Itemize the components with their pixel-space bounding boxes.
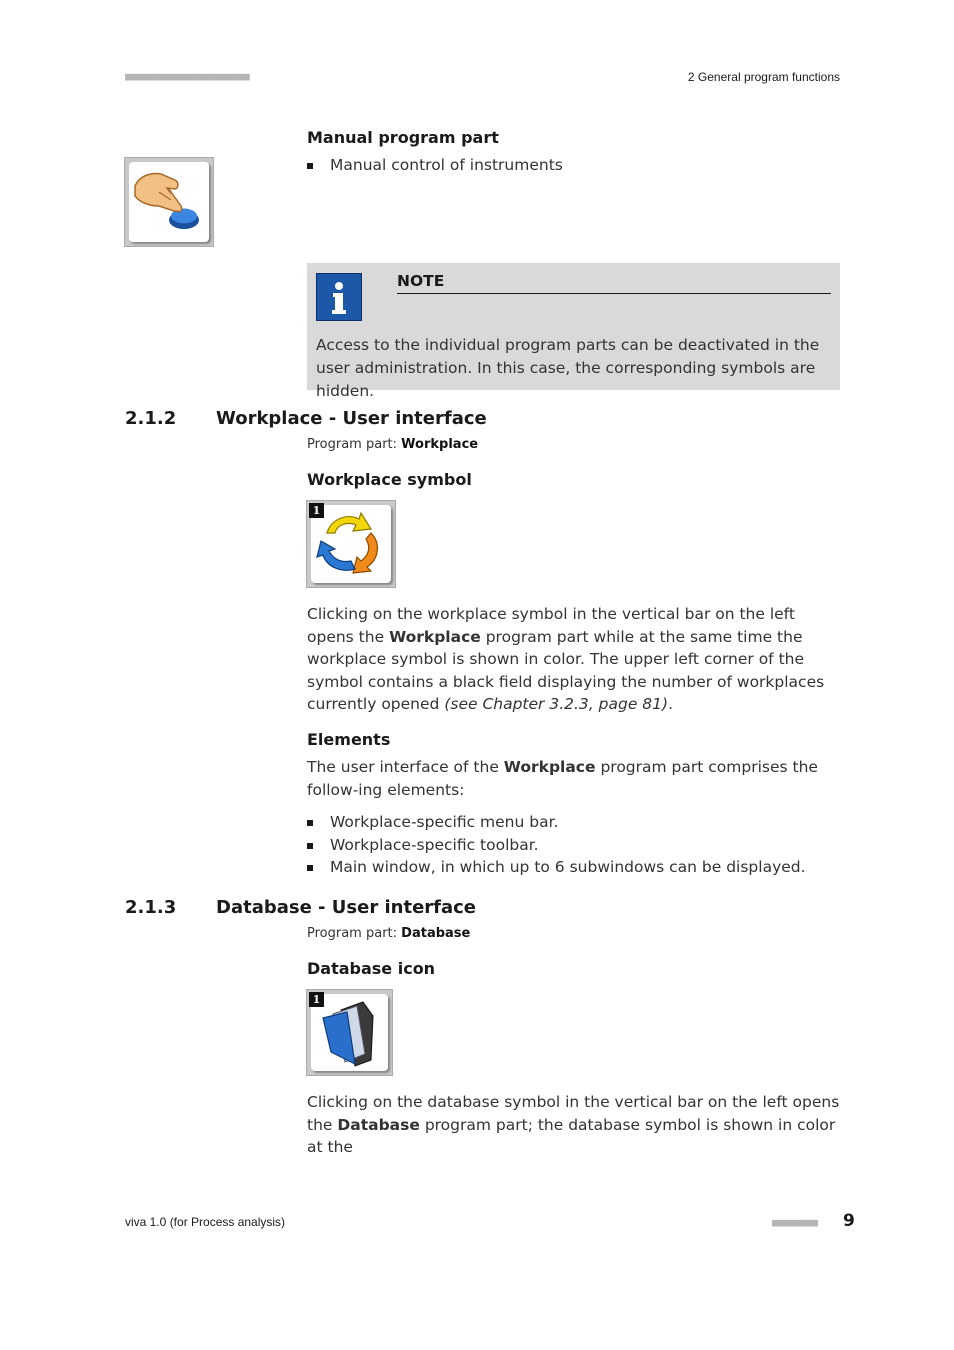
footer-decoration: ■■■■■■■■ (772, 1216, 817, 1229)
database-icon-heading: Database icon (307, 959, 436, 978)
elements-description: The user interface of the Workplace program part comprises the follow-ing elements: (307, 758, 818, 799)
workplace-symbol-heading: Workplace symbol (307, 470, 472, 489)
database-count-badge: 1 (309, 992, 324, 1007)
section-number-2-1-3: 2.1.3 (125, 897, 177, 918)
list-item: Workplace-specific toolbar. (307, 834, 840, 857)
program-part-workplace: Program part: Workplace (307, 437, 479, 452)
header-decoration: ■■■■■■■■■■■■■■■■■■■■■■ (125, 70, 249, 83)
database-symbol (306, 989, 393, 1076)
list-item: Main window, in which up to 6 subwindows can be displayed. (307, 856, 840, 879)
note-text: Access to the individual program parts can be deactivated in the user administration. In this case, the corresponding symbols are hidden. (316, 336, 820, 400)
workplace-description: Clicking on the workplace symbol in the vertical bar on the left opens the Workplace program part while at the same time the workplace symbol is shown in color. The upper left corner of the symbol contains a black field displaying the number of workplaces currently opened (see Chapter 3.2.3, page 81). (307, 605, 825, 713)
section-number-2-1-2: 2.1.2 (125, 408, 177, 429)
elements-heading: Elements (307, 730, 391, 749)
manual-bullet-list (307, 154, 840, 177)
note-title: NOTE (397, 272, 445, 290)
database-description: Clicking on the database symbol in the vertical bar on the left opens the Database program part; the database symbol is shown in color at the (307, 1093, 840, 1156)
hand-pressing-button-icon (129, 162, 207, 240)
program-part-database: Program part: Database (307, 926, 471, 941)
list-item: Workplace-specific menu bar. (307, 811, 840, 834)
running-header-chapter: 2 General program functions (687, 70, 840, 84)
manual-program-icon (124, 157, 214, 247)
footer-product-name: viva 1.0 (for Process analysis) (125, 1215, 286, 1229)
workplace-count-badge: 1 (309, 503, 324, 518)
note-divider (397, 293, 831, 294)
note-box (307, 263, 840, 400)
page-number: 9 (843, 1211, 855, 1231)
info-icon (316, 273, 362, 321)
list-item: Manual control of instruments (307, 154, 840, 177)
elements-bullet-list (307, 811, 840, 879)
section-title-workplace: Workplace - User interface (216, 408, 487, 429)
manual-heading: Manual program part (307, 128, 499, 147)
section-title-database: Database - User interface (216, 897, 477, 918)
workplace-symbol (306, 500, 396, 588)
